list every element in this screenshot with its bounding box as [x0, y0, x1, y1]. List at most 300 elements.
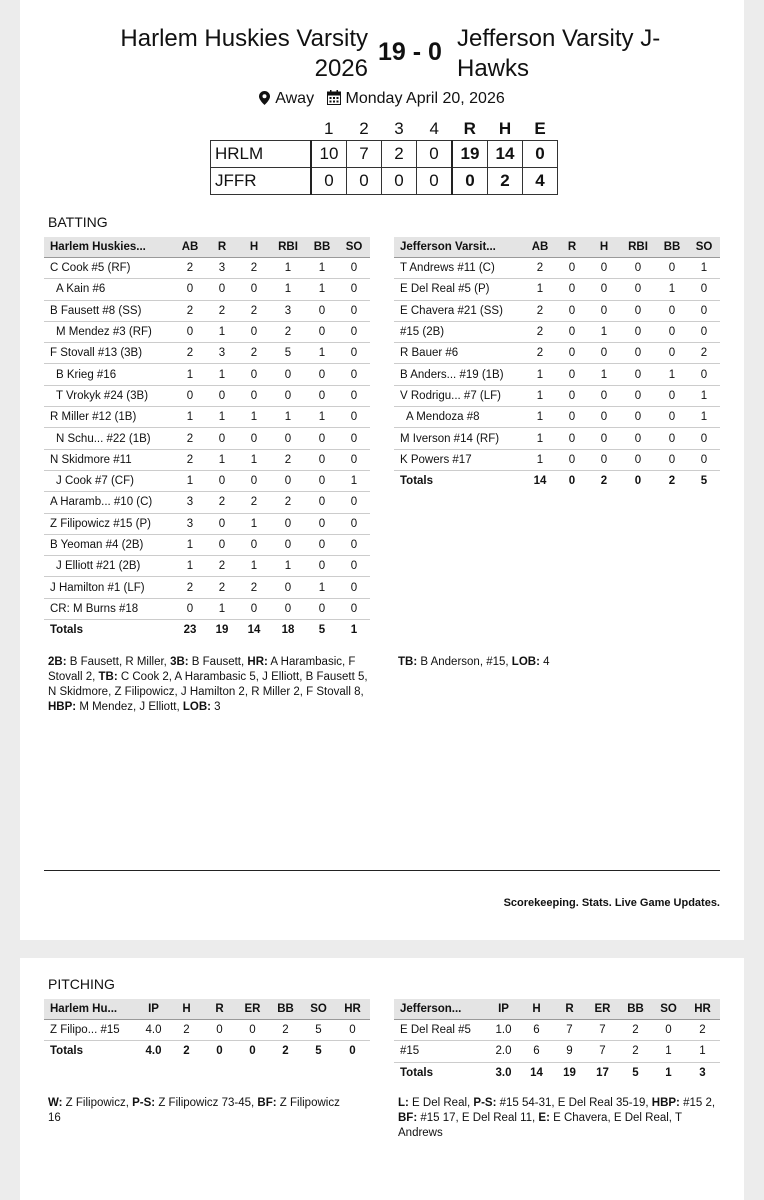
stat-cell: 0	[174, 598, 206, 619]
totals-cell: 5	[315, 1045, 322, 1058]
stat-cell: 2	[685, 1020, 720, 1041]
stat-cell: 0	[206, 470, 238, 491]
stat-cell: 2	[524, 321, 556, 342]
note-label: LOB:	[182, 701, 211, 713]
inning-score: 7	[347, 141, 382, 168]
stat-cell: 2	[524, 343, 556, 364]
stat-cell: 9	[553, 1041, 586, 1062]
stat-cell: 2	[174, 428, 206, 449]
stat-cell: 2	[206, 556, 238, 577]
stat-cell: 0	[306, 385, 338, 406]
stat-cell: 1	[588, 364, 620, 385]
totals-cell: 14	[533, 475, 547, 488]
linescore-row	[211, 141, 558, 168]
calendar-icon	[327, 90, 341, 105]
runs-header: R	[463, 119, 476, 138]
stat-column-header: R	[553, 999, 586, 1020]
stat-cell: 0	[688, 364, 720, 385]
stat-cell: 2	[238, 258, 270, 279]
totals-label: Totals	[50, 1045, 84, 1058]
note-label: P-S:	[132, 1097, 156, 1109]
inning-score: 10	[311, 141, 347, 168]
stat-cell: 1	[206, 364, 238, 385]
player-row	[394, 279, 720, 300]
player-name: #15	[394, 1041, 487, 1062]
stat-cell: 2	[206, 492, 238, 513]
stat-cell: 1	[688, 258, 720, 279]
stat-cell: 0	[306, 534, 338, 555]
note-text: #15 54-31, E Del Real 35-19,	[496, 1097, 652, 1109]
stat-cell: 4.0	[137, 1020, 170, 1041]
totals-cell: 4.0	[145, 1045, 162, 1058]
player-name: B Fausett #8 (SS)	[44, 300, 174, 321]
note-label: LOB:	[511, 656, 540, 668]
stat-cell: 0	[270, 598, 306, 619]
player-name: Z Filipo... #15	[44, 1020, 137, 1041]
note-text: 3	[210, 701, 221, 713]
stat-cell: 1	[338, 470, 370, 491]
totals-label: Totals	[400, 1066, 434, 1079]
player-row	[44, 534, 370, 555]
stat-cell: 0	[556, 343, 588, 364]
stat-cell: 0	[238, 279, 270, 300]
stat-column-header: H	[238, 237, 270, 258]
totals-cell: 2	[183, 1045, 190, 1058]
team-column-header: Harlem Huskies...	[44, 237, 174, 258]
stat-cell: 0	[270, 364, 306, 385]
player-row	[394, 343, 720, 364]
stat-cell: 1	[174, 556, 206, 577]
stat-cell: 1	[270, 407, 306, 428]
hits-total: 2	[488, 168, 523, 195]
stat-cell: 0	[306, 428, 338, 449]
player-name: K Powers #17	[394, 449, 524, 470]
stat-cell: 0	[620, 258, 656, 279]
home-pitching-notes	[48, 1096, 348, 1126]
stat-cell: 0	[174, 279, 206, 300]
stat-cell: 1	[688, 385, 720, 406]
stat-cell: 3	[270, 300, 306, 321]
note-label: 3B:	[170, 656, 189, 668]
totals-cell: 3	[699, 1066, 706, 1079]
stat-cell: 0	[688, 321, 720, 342]
player-name: Z Filipowicz #15 (P)	[44, 513, 174, 534]
note-text: #15 2,	[679, 1097, 716, 1109]
stat-cell: 1	[524, 279, 556, 300]
player-row	[394, 1020, 720, 1041]
player-row	[44, 321, 370, 342]
stat-cell: 2	[238, 300, 270, 321]
inning-header: 1	[324, 119, 334, 138]
stat-cell: 0	[652, 1020, 685, 1041]
note-label: TB:	[398, 656, 418, 668]
note-text: E Del Real,	[408, 1097, 474, 1109]
totals-cell: 23	[183, 624, 197, 637]
stat-cell: 6	[520, 1020, 553, 1041]
stat-cell: 1	[206, 407, 238, 428]
final-score: 19 - 0	[378, 38, 442, 66]
away-team-name: Jefferson Varsity J-Hawks	[457, 25, 661, 82]
stat-column-header: HR	[335, 999, 370, 1020]
stat-cell: 0	[306, 598, 338, 619]
stat-column-header: SO	[338, 237, 370, 258]
note-label: BF:	[257, 1097, 277, 1109]
stat-cell: 0	[203, 1020, 236, 1041]
stat-column-header: H	[520, 999, 553, 1020]
player-name: T Andrews #11 (C)	[394, 258, 524, 279]
player-row	[394, 1041, 720, 1062]
player-name: J Elliott #21 (2B)	[44, 556, 174, 577]
totals-cell: 18	[281, 624, 295, 637]
totals-cell: 5	[632, 1066, 639, 1079]
stat-cell: 0	[270, 428, 306, 449]
table-header-row	[394, 237, 720, 258]
stat-column-header: BB	[656, 237, 688, 258]
player-name: N Schu... #22 (1B)	[44, 428, 174, 449]
pitching-section-title: PITCHING	[48, 976, 115, 992]
stat-cell: 0	[270, 513, 306, 534]
player-row	[394, 364, 720, 385]
player-name: A Mendoza #8	[394, 407, 524, 428]
stat-cell: 0	[206, 534, 238, 555]
note-text: #15 17, E Del Real 11,	[417, 1112, 539, 1124]
stat-cell: 0	[656, 258, 688, 279]
stat-cell: 2	[206, 300, 238, 321]
stat-cell: 2	[174, 300, 206, 321]
stat-cell: 0	[338, 364, 370, 385]
stat-column-header: R	[203, 999, 236, 1020]
note-label: HBP:	[48, 701, 77, 713]
stat-cell: 0	[338, 449, 370, 470]
note-label: L:	[398, 1097, 409, 1109]
stat-cell: 0	[238, 598, 270, 619]
note-text: A Harambasic, F Stovall 2,	[48, 656, 356, 683]
stat-cell: 0	[306, 321, 338, 342]
player-name: T Vrokyk #24 (3B)	[44, 385, 174, 406]
note-text: M Mendez, J Elliott,	[76, 701, 183, 713]
player-row	[394, 258, 720, 279]
stat-cell: 1	[524, 407, 556, 428]
stat-cell: 0	[238, 428, 270, 449]
stat-cell: 1	[306, 407, 338, 428]
stat-cell: 0	[656, 385, 688, 406]
stat-cell: 0	[588, 279, 620, 300]
table-header-row	[44, 999, 370, 1020]
away-pitching-table	[394, 999, 720, 1083]
stat-cell: 2	[619, 1020, 652, 1041]
player-row	[44, 428, 370, 449]
stat-cell: 1	[174, 470, 206, 491]
stat-cell: 0	[238, 385, 270, 406]
stat-cell: 0	[588, 258, 620, 279]
stat-cell: 0	[588, 343, 620, 364]
stat-cell: 1	[238, 556, 270, 577]
player-row	[44, 449, 370, 470]
stat-cell: 0	[335, 1020, 370, 1041]
player-name: E Del Real #5 (P)	[394, 279, 524, 300]
linescore-header	[211, 118, 558, 141]
stat-cell: 2	[174, 449, 206, 470]
stat-column-header: R	[556, 237, 588, 258]
note-text: Z Filipowicz 73-45,	[155, 1097, 258, 1109]
totals-row	[44, 1041, 370, 1062]
player-row	[44, 258, 370, 279]
player-row	[44, 364, 370, 385]
stat-cell: 0	[588, 449, 620, 470]
team-column-header: Jefferson...	[394, 999, 487, 1020]
section-divider	[44, 870, 720, 871]
table-header-row	[44, 237, 370, 258]
stat-cell: 2	[170, 1020, 203, 1041]
totals-cell: 5	[318, 624, 326, 637]
stat-cell: 0	[656, 343, 688, 364]
linescore-row	[211, 168, 558, 195]
home-batting-notes	[48, 655, 372, 715]
stat-cell: 0	[338, 258, 370, 279]
note-text: Z Filipowicz,	[62, 1097, 133, 1109]
stat-cell: 2	[238, 343, 270, 364]
stat-column-header: R	[206, 237, 238, 258]
player-name: A Haramb... #10 (C)	[44, 492, 174, 513]
tagline: Scorekeeping. Stats. Live Game Updates.	[503, 897, 720, 909]
away-batting-table	[394, 237, 720, 491]
totals-row	[394, 470, 720, 491]
stat-column-header: ER	[586, 999, 619, 1020]
player-name: B Krieg #16	[44, 364, 174, 385]
totals-cell: 19	[563, 1066, 576, 1079]
stat-column-header: RBI	[620, 237, 656, 258]
stat-column-header: ER	[236, 999, 269, 1020]
stat-cell: 0	[338, 385, 370, 406]
stat-cell: 1	[524, 364, 556, 385]
stat-cell: 1	[588, 321, 620, 342]
table-header-row	[394, 999, 720, 1020]
note-label: E:	[538, 1112, 550, 1124]
stat-cell: 2	[174, 258, 206, 279]
player-row	[44, 470, 370, 491]
player-name: R Miller #12 (1B)	[44, 407, 174, 428]
totals-cell: 0	[349, 1045, 356, 1058]
player-name: CR: M Burns #18	[44, 598, 174, 619]
team-column-header: Harlem Hu...	[44, 999, 137, 1020]
player-name: J Cook #7 (CF)	[44, 470, 174, 491]
stat-cell: 0	[306, 300, 338, 321]
stat-cell: 0	[556, 321, 588, 342]
batting-section-title: BATTING	[48, 214, 108, 230]
stat-cell: 0	[338, 407, 370, 428]
stat-cell: 0	[588, 407, 620, 428]
player-name: R Bauer #6	[394, 343, 524, 364]
stat-cell: 0	[620, 407, 656, 428]
inning-score: 0	[417, 168, 453, 195]
player-row	[44, 343, 370, 364]
stat-cell: 2	[270, 321, 306, 342]
stat-cell: 0	[556, 258, 588, 279]
stat-cell: 0	[556, 449, 588, 470]
team-column-header: Jefferson Varsit...	[394, 237, 524, 258]
stat-cell: 1	[270, 279, 306, 300]
player-row	[44, 556, 370, 577]
stat-cell: 0	[338, 343, 370, 364]
stat-cell: 1	[685, 1041, 720, 1062]
stat-cell: 0	[556, 300, 588, 321]
stat-cell: 2.0	[487, 1041, 520, 1062]
linescore-team: JFFR	[211, 168, 312, 195]
totals-cell: 5	[700, 475, 708, 488]
stat-cell: 0	[270, 534, 306, 555]
stat-cell: 2	[238, 492, 270, 513]
stat-column-header: BB	[306, 237, 338, 258]
stat-cell: 0	[620, 385, 656, 406]
inning-header: 3	[394, 119, 404, 138]
stat-cell: 1	[688, 407, 720, 428]
stat-cell: 0	[656, 407, 688, 428]
stat-column-header: HR	[685, 999, 720, 1020]
stat-column-header: H	[170, 999, 203, 1020]
totals-cell: 0	[249, 1045, 256, 1058]
player-row	[44, 492, 370, 513]
stat-cell: 1	[524, 385, 556, 406]
note-text: C Cook 2, A Harambasic 5, J Elliott, B Fausett 5, N Skidmore, Z Filipowicz, J Hamilton 2, R Miller 2, F Stovall 8,	[48, 671, 368, 698]
note-label: 2B:	[48, 656, 67, 668]
stat-cell: 0	[556, 407, 588, 428]
player-row	[394, 321, 720, 342]
player-row	[44, 598, 370, 619]
note-label: P-S:	[473, 1097, 497, 1109]
player-row	[44, 577, 370, 598]
stat-cell: 1	[306, 343, 338, 364]
stat-cell: 0	[338, 428, 370, 449]
stat-cell: 0	[236, 1020, 269, 1041]
stat-cell: 0	[588, 385, 620, 406]
stat-cell: 1	[524, 449, 556, 470]
stat-cell: 2	[206, 577, 238, 598]
stat-cell: 0	[620, 300, 656, 321]
player-name: B Anders... #19 (1B)	[394, 364, 524, 385]
stat-cell: 2	[524, 258, 556, 279]
player-name: M Iverson #14 (RF)	[394, 428, 524, 449]
stat-cell: 0	[206, 513, 238, 534]
inning-header: 4	[429, 119, 439, 138]
player-row	[394, 300, 720, 321]
stat-cell: 1	[270, 556, 306, 577]
stat-cell: 2	[269, 1020, 302, 1041]
stat-cell: 0	[206, 428, 238, 449]
stat-column-header: SO	[302, 999, 335, 1020]
totals-cell: 0	[216, 1045, 223, 1058]
note-text: 4	[539, 656, 550, 668]
stat-cell: 0	[688, 428, 720, 449]
stat-cell: 0	[556, 279, 588, 300]
stat-column-header: IP	[487, 999, 520, 1020]
stat-cell: 1	[174, 364, 206, 385]
stat-cell: 0	[620, 364, 656, 385]
player-row	[44, 1020, 370, 1041]
stat-cell: 1	[524, 428, 556, 449]
stat-cell: 0	[656, 321, 688, 342]
totals-cell: 1	[350, 624, 358, 637]
stat-cell: 0	[338, 492, 370, 513]
stat-cell: 0	[338, 300, 370, 321]
stat-cell: 0	[238, 364, 270, 385]
note-label: HR:	[247, 656, 268, 668]
stat-cell: 3	[206, 258, 238, 279]
stat-cell: 2	[270, 492, 306, 513]
stat-cell: 0	[238, 470, 270, 491]
stat-cell: 0	[688, 279, 720, 300]
totals-label: Totals	[400, 475, 434, 488]
stat-cell: 0	[620, 343, 656, 364]
stat-cell: 2	[688, 343, 720, 364]
stat-cell: 0	[588, 300, 620, 321]
totals-row	[394, 1062, 720, 1083]
box-score-card	[20, 0, 744, 940]
stat-cell: 1	[206, 449, 238, 470]
hits-total: 14	[488, 141, 523, 168]
stat-column-header: AB	[524, 237, 556, 258]
date-text: Monday April 20, 2026	[345, 90, 505, 107]
stat-column-header: H	[588, 237, 620, 258]
location-text: Away	[275, 90, 315, 107]
note-label: W:	[48, 1097, 63, 1109]
stat-cell: 0	[306, 364, 338, 385]
stat-cell: 0	[656, 300, 688, 321]
runs-total: 19	[452, 141, 488, 168]
away-pitching-notes	[398, 1096, 718, 1141]
stat-cell: 2	[174, 343, 206, 364]
stat-cell: 0	[338, 534, 370, 555]
stat-cell: 1.0	[487, 1020, 520, 1041]
stat-cell: 0	[338, 321, 370, 342]
stat-cell: 0	[688, 449, 720, 470]
totals-label: Totals	[50, 624, 84, 637]
stat-cell: 7	[586, 1041, 619, 1062]
note-text: B Anderson, #15,	[417, 656, 512, 668]
stat-column-header: BB	[269, 999, 302, 1020]
inning-score: 0	[347, 168, 382, 195]
stat-cell: 0	[338, 279, 370, 300]
stat-cell: 7	[586, 1020, 619, 1041]
stat-cell: 0	[338, 513, 370, 534]
inning-score: 0	[311, 168, 347, 195]
stat-cell: 0	[656, 428, 688, 449]
stat-column-header: IP	[137, 999, 170, 1020]
note-label: HBP:	[651, 1097, 680, 1109]
player-row	[44, 407, 370, 428]
player-row	[44, 300, 370, 321]
stat-cell: 1	[206, 598, 238, 619]
stat-cell: 1	[206, 321, 238, 342]
stat-cell: 7	[553, 1020, 586, 1041]
stat-cell: 2	[174, 577, 206, 598]
player-name: V Rodrigu... #7 (LF)	[394, 385, 524, 406]
stat-cell: 0	[688, 300, 720, 321]
pitching-card	[20, 958, 744, 1200]
stat-cell: 2	[524, 300, 556, 321]
stat-cell: 1	[174, 534, 206, 555]
stat-column-header: SO	[652, 999, 685, 1020]
totals-cell: 14	[247, 624, 261, 637]
totals-cell: 17	[596, 1066, 609, 1079]
note-label: BF:	[398, 1112, 418, 1124]
totals-cell: 0	[568, 475, 576, 488]
stat-cell: 0	[338, 598, 370, 619]
player-name: N Skidmore #11	[44, 449, 174, 470]
stat-cell: 0	[656, 449, 688, 470]
stat-cell: 1	[270, 258, 306, 279]
player-row	[44, 385, 370, 406]
stat-cell: 1	[656, 279, 688, 300]
